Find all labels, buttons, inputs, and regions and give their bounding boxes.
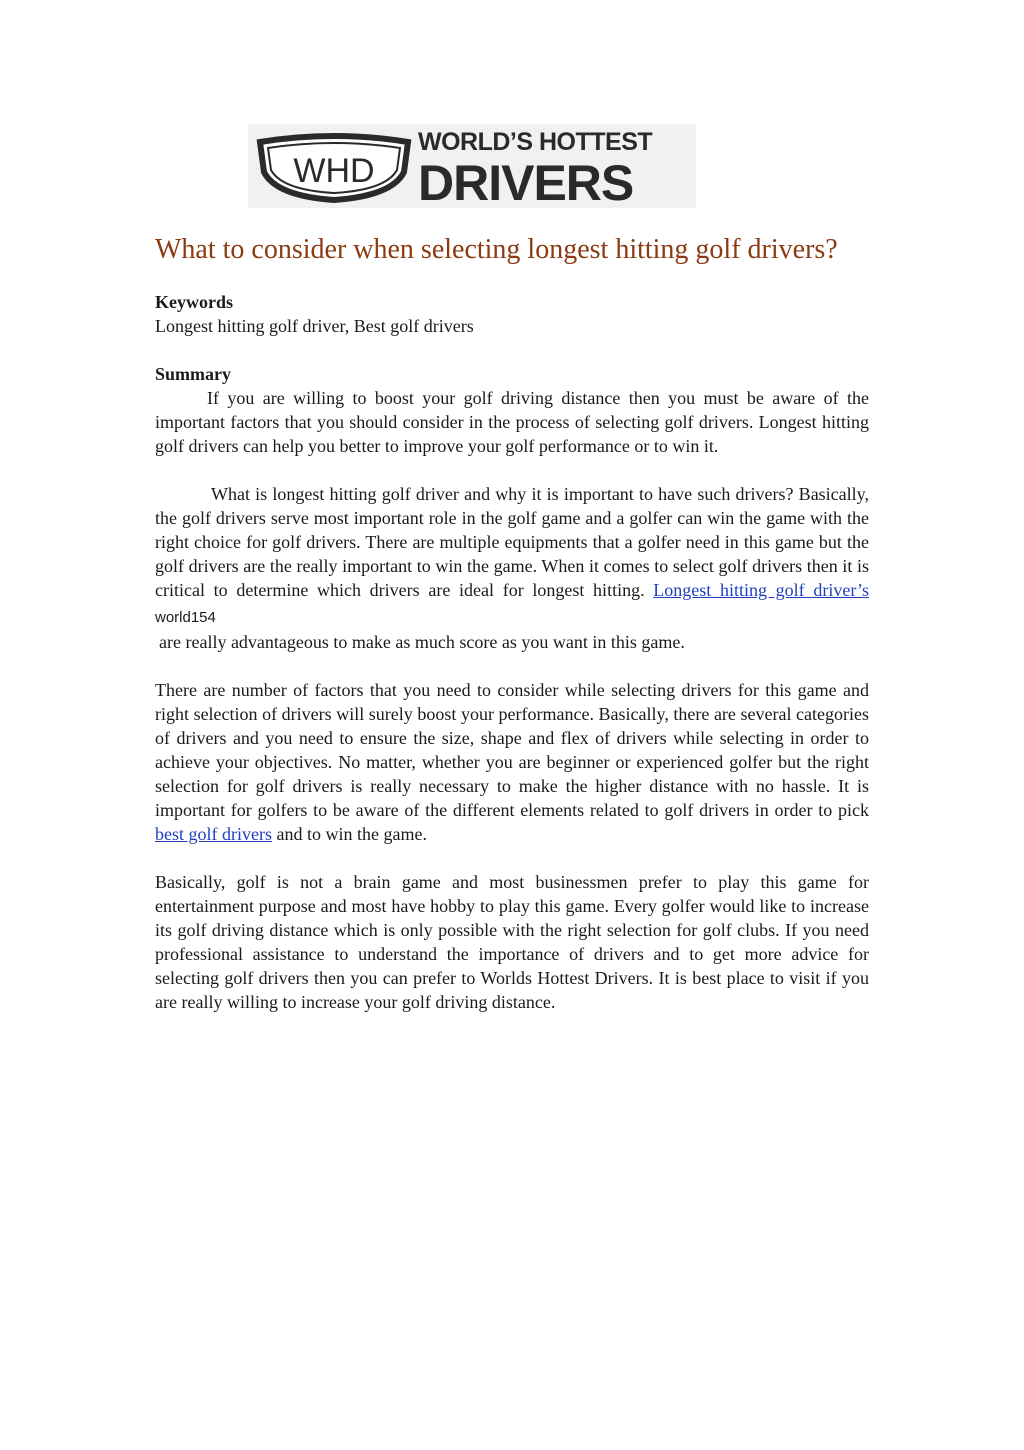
paragraph-2-text: There are number of factors that you need to consider while selecting drivers for this game and right selection of drivers will surely boost your performance. Basically, there are several categories of drivers and you need to ensure the size, shape and flex of drivers while selecting in order to achieve your objectives. No matter, whether you are beginner or experienced golfer but the right selection for golf drivers is really necessary to make the higher distance with no hassle. It is important for golfers to be aware of the different elements related to golf drivers in order to pick [155, 680, 869, 820]
best-golf-drivers-link[interactable]: best golf drivers [155, 824, 272, 844]
logo-wordmark [418, 126, 692, 211]
paragraph-1 [155, 482, 869, 630]
logo-line-2: DRIVERS [418, 155, 634, 211]
logo-badge-text: WHD [293, 152, 375, 190]
longest-hitting-golf-driver-link[interactable]: Longest hitting golf driver’s [653, 580, 869, 600]
paragraph-2-ending: and to win the game. [271, 824, 427, 844]
paragraph-2 [155, 678, 869, 846]
page-title: What to consider when selecting longest hitting golf drivers? [155, 234, 838, 265]
paragraph-1-text: What is longest hitting golf driver and why it is important to have such drivers? Basically, the golf drivers serve most important role in the golf game and a golfer can win the game with the right choice for golf drivers. There are multiple equipments that a golfer need in this game but the golf drivers are the really important to win the game. When it comes to select golf drivers then it is critical to determine which drivers are ideal for longest hitting. [155, 484, 869, 600]
whd-badge-icon [254, 132, 414, 204]
spacer [155, 458, 869, 482]
inline-tag: world154 [155, 609, 216, 626]
logo-line-1: WORLD’S HOTTEST [418, 128, 653, 156]
document-content [155, 232, 869, 1014]
whd-logo [248, 124, 696, 211]
paragraph-1-continued: are really advantageous to make as much score as you want in this game. [159, 632, 685, 652]
keywords-label: Keywords [155, 292, 233, 312]
spacer [155, 338, 869, 362]
spacer [155, 846, 869, 870]
spacer [155, 654, 869, 678]
summary-label: Summary [155, 364, 231, 384]
summary-paragraph: If you are willing to boost your golf driving distance then you must be aware of the important factors that you should consider in the process of selecting golf drivers. Longest hitting golf drivers can help you better to improve your golf performance or to win it. [155, 388, 869, 456]
keywords-text: Longest hitting golf driver, Best golf drivers [155, 316, 474, 336]
paragraph-3: Basically, golf is not a brain game and most businessmen prefer to play this game for entertainment purpose and most have hobby to play this game. Every golfer would like to increase its golf driving distance which is only possible with the right selection for golf clubs. If you need professional assistance to understand the importance of drivers and to get more advice for selecting golf drivers then you can prefer to Worlds Hottest Drivers. It is best place to visit if you are really willing to increase your golf driving distance. [155, 872, 869, 1012]
